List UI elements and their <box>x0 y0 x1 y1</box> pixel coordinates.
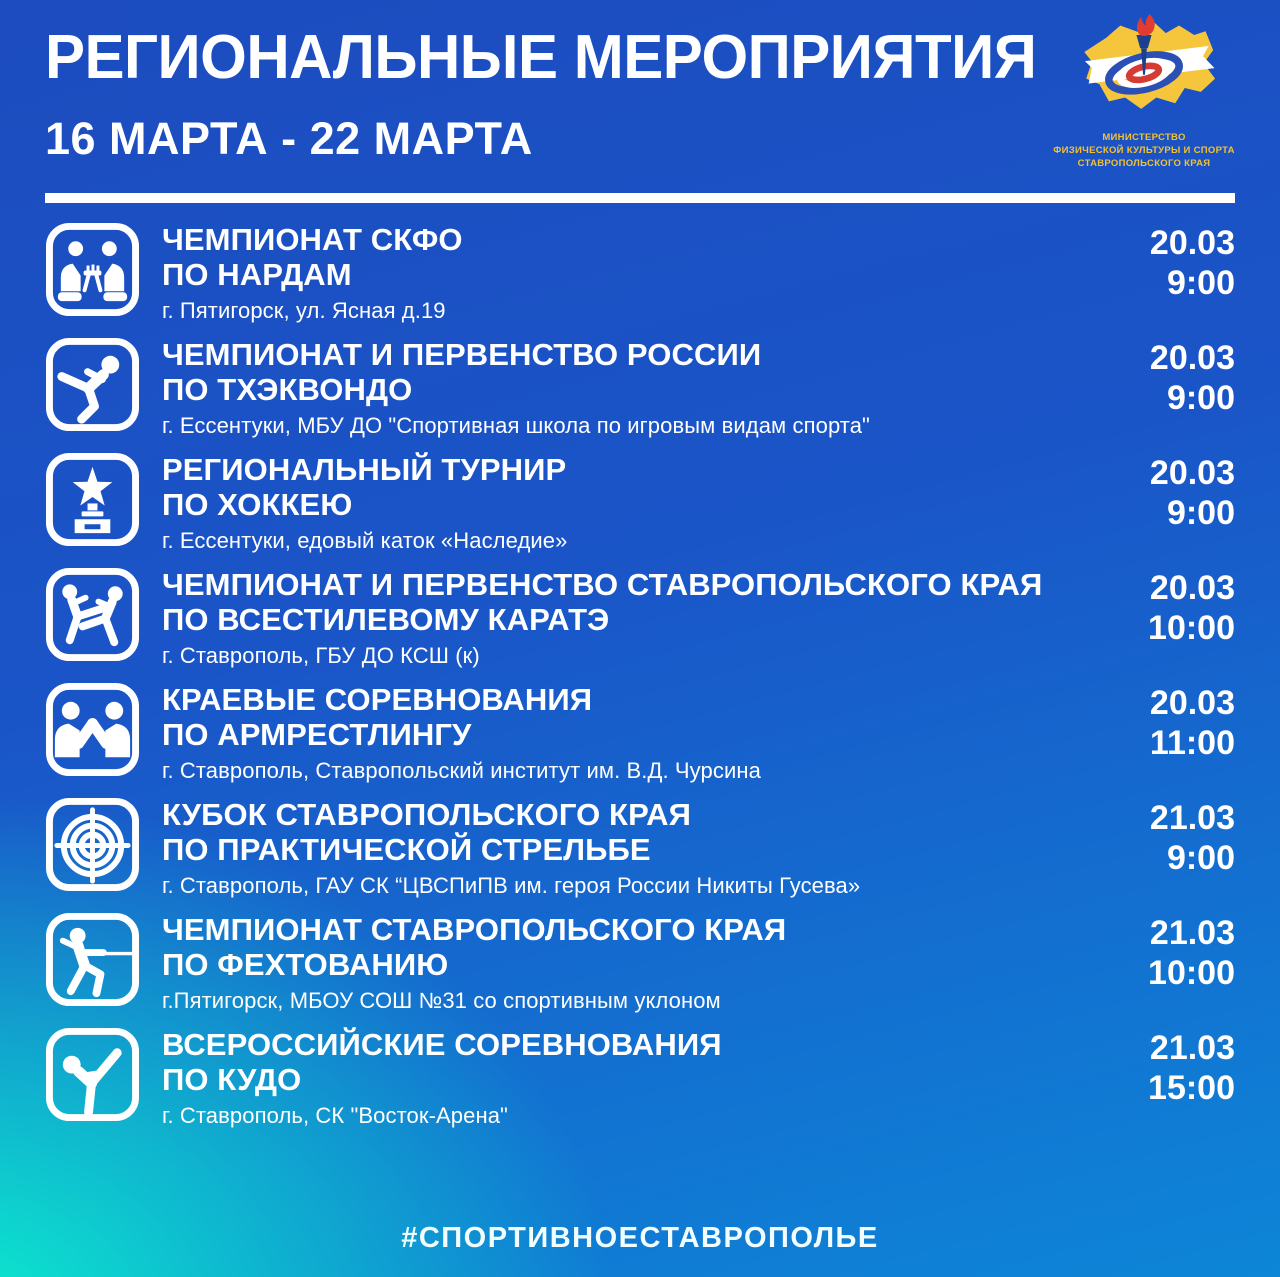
event-date: 20.03 <box>1149 684 1235 722</box>
event-time: 9:00 <box>1166 379 1235 418</box>
shooting-target-icon <box>45 797 140 892</box>
karate-fighters-icon <box>45 567 140 662</box>
event-title: КРАЕВЫЕ СОРЕВНОВАНИЯ ПО АРМРЕСТЛИНГУ <box>162 682 593 752</box>
event-row <box>45 337 1235 452</box>
event-text <box>162 452 1078 554</box>
date-range: 16 МАРТА - 22 МАРТА <box>45 113 533 164</box>
event-location: г. Ессентуки, едовый каток «Наследие» <box>162 528 568 554</box>
star-trophy-icon <box>45 452 140 547</box>
event-datetime <box>1100 912 1235 993</box>
event-date: 20.03 <box>1149 224 1235 262</box>
event-date: 20.03 <box>1149 339 1235 377</box>
event-location: г. Ставрополь, ГБУ ДО КСШ (к) <box>162 643 480 669</box>
event-date: 20.03 <box>1149 454 1235 492</box>
event-text <box>162 337 1078 439</box>
event-datetime <box>1100 1027 1235 1108</box>
kudo-kick-icon <box>45 1027 140 1122</box>
event-date: 21.03 <box>1149 1029 1235 1067</box>
event-time: 10:00 <box>1148 954 1235 993</box>
event-location: г.Пятигорск, МБОУ СОШ №31 со спортивным уклоном <box>162 988 721 1014</box>
event-time: 9:00 <box>1166 264 1235 303</box>
event-location: г. Пятигорск, ул. Ясная д.19 <box>162 298 446 324</box>
events-list <box>45 222 1235 1142</box>
event-title: ЧЕМПИОНАТ СТАВРОПОЛЬСКОГО КРАЯ ПО ФЕХТОВАНИЮ <box>162 912 787 982</box>
event-text <box>162 567 1078 669</box>
header-divider <box>45 193 1235 203</box>
event-title: КУБОК СТАВРОПОЛЬСКОГО КРАЯ ПО ПРАКТИЧЕСКОЙ СТРЕЛЬБЕ <box>162 797 691 867</box>
event-row <box>45 682 1235 797</box>
event-title: ЧЕМПИОНАТ И ПЕРВЕНСТВО СТАВРОПОЛЬСКОГО КРАЯ ПО ВСЕСТИЛЕВОМУ КАРАТЭ <box>162 567 1043 637</box>
event-text <box>162 797 1078 899</box>
event-title: РЕГИОНАЛЬНЫЙ ТУРНИР ПО ХОККЕЮ <box>162 452 567 522</box>
event-date: 21.03 <box>1149 799 1235 837</box>
logo-line-3: СТАВРОПОЛЬСКОГО КРАЯ <box>1077 157 1211 169</box>
event-datetime <box>1100 567 1235 648</box>
event-time: 9:00 <box>1166 839 1235 878</box>
event-location: г. Ставрополь, СК "Восток-Арена" <box>162 1103 508 1129</box>
event-text <box>162 222 1078 324</box>
event-date: 20.03 <box>1149 569 1235 607</box>
armwrestling-icon <box>45 682 140 777</box>
ministry-logo-icon <box>1054 12 1234 130</box>
logo-line-2: ФИЗИЧЕСКОЙ КУЛЬТУРЫ И СПОРТА <box>1053 144 1235 156</box>
event-title: ЧЕМПИОНАТ СКФО ПО НАРДАМ <box>162 222 463 292</box>
ministry-logo-text <box>1044 132 1244 170</box>
taekwondo-kick-icon <box>45 337 140 432</box>
event-row <box>45 912 1235 1027</box>
event-row <box>45 1027 1235 1142</box>
event-location: г. Ставрополь, ГАУ СК “ЦВСПиПВ им. героя России Никиты Гусева» <box>162 873 861 899</box>
event-title: ВСЕРОССИЙСКИЕ СОРЕВНОВАНИЯ ПО КУДО <box>162 1027 722 1097</box>
event-row <box>45 797 1235 912</box>
event-row <box>45 567 1235 682</box>
page-title: РЕГИОНАЛЬНЫЕ МЕРОПРИЯТИЯ <box>45 21 1037 92</box>
event-time: 10:00 <box>1148 609 1235 648</box>
event-time: 15:00 <box>1148 1069 1235 1108</box>
event-row <box>45 222 1235 337</box>
board-game-players-icon <box>45 222 140 317</box>
event-date: 21.03 <box>1149 914 1235 952</box>
event-row <box>45 452 1235 567</box>
event-location: г. Ставрополь, Ставропольский институт им. В.Д. Чурсина <box>162 758 761 784</box>
event-location: г. Ессентуки, МБУ ДО "Спортивная школа по игровым видам спорта" <box>162 413 870 439</box>
event-datetime <box>1100 682 1235 763</box>
event-datetime <box>1100 797 1235 878</box>
event-time: 11:00 <box>1149 724 1235 763</box>
poster-header <box>45 21 1037 165</box>
event-datetime <box>1100 452 1235 533</box>
event-text <box>162 682 1078 784</box>
logo-line-1: МИНИСТЕРСТВО <box>1102 132 1186 143</box>
event-datetime <box>1100 337 1235 418</box>
event-title: ЧЕМПИОНАТ И ПЕРВЕНСТВО РОССИИ ПО ТХЭКВОНДО <box>162 337 762 407</box>
hashtag: #СПОРТИВНОЕСТАВРОПОЛЬЕ <box>401 1222 879 1254</box>
ministry-logo <box>1044 12 1244 170</box>
event-text <box>162 1027 1078 1129</box>
event-time: 9:00 <box>1166 494 1235 533</box>
fencing-icon <box>45 912 140 1007</box>
event-text <box>162 912 1078 1014</box>
event-datetime <box>1100 222 1235 303</box>
